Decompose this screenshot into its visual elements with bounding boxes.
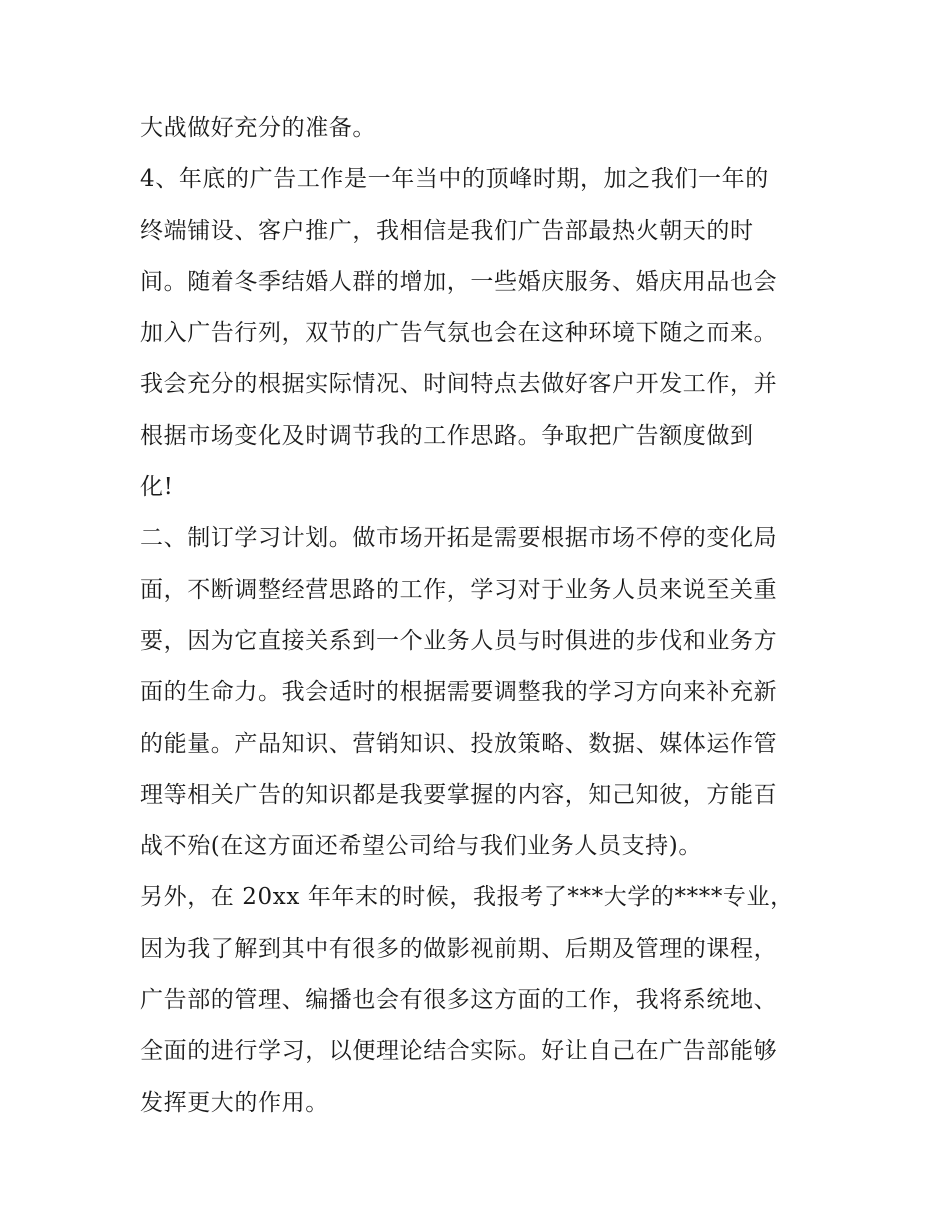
text-line: 理等相关广告的知识都是我要掌握的内容，知己知彼，方能百 [140, 781, 778, 808]
text-line: 全面的进行学习，以便理论结合实际。好让自己在广告部能够 [140, 1038, 778, 1065]
text-line: 终端铺设、客户推广，我相信是我们广告部最热火朝天的时 [140, 217, 754, 244]
text-line: 4、年底的广告工作是一年当中的顶峰时期，加之我们一年的 [140, 166, 769, 193]
text-line: 要，因为它直接关系到一个业务人员与时俱进的步伐和业务方 [140, 627, 778, 654]
text-line: 发挥更大的作用。 [140, 1089, 329, 1116]
text-line: 面，不断调整经营思路的工作，学习对于业务人员来说至关重 [140, 576, 778, 603]
text-line: 广告部的管理、编播也会有很多这方面的工作，我将系统地、 [140, 987, 778, 1014]
text-line: 战不殆(在这方面还希望公司给与我们业务人员支持)。 [140, 833, 702, 860]
text-line: 加入广告行列，双节的广告气氛也会在这种环境下随之而来。 [140, 320, 778, 347]
text-line: 化! [140, 474, 174, 501]
text-line: 的能量。产品知识、营销知识、投放策略、数据、媒体运作管 [140, 730, 778, 757]
document-body [140, 103, 820, 1129]
text-line: 二、制订学习计划。做市场开拓是需要根据市场不停的变化局 [140, 525, 778, 552]
text-line: 面的生命力。我会适时的根据需要调整我的学习方向来补充新 [140, 679, 778, 706]
text-line: 因为我了解到其中有很多的做影视前期、后期及管理的课程， [140, 935, 778, 962]
text-line: 根据市场变化及时调节我的工作思路。争取把广告额度做到 [140, 422, 754, 449]
text-line: 大战做好充分的准备。 [140, 115, 376, 141]
text-line: 另外，在 20xx 年年末的时候，我报考了***大学的****专业， [140, 884, 794, 911]
text-line: 间。随着冬季结婚人群的增加，一些婚庆服务、婚庆用品也会 [140, 268, 778, 295]
text-line: 我会充分的根据实际情况、时间特点去做好客户开发工作，并 [140, 371, 778, 398]
